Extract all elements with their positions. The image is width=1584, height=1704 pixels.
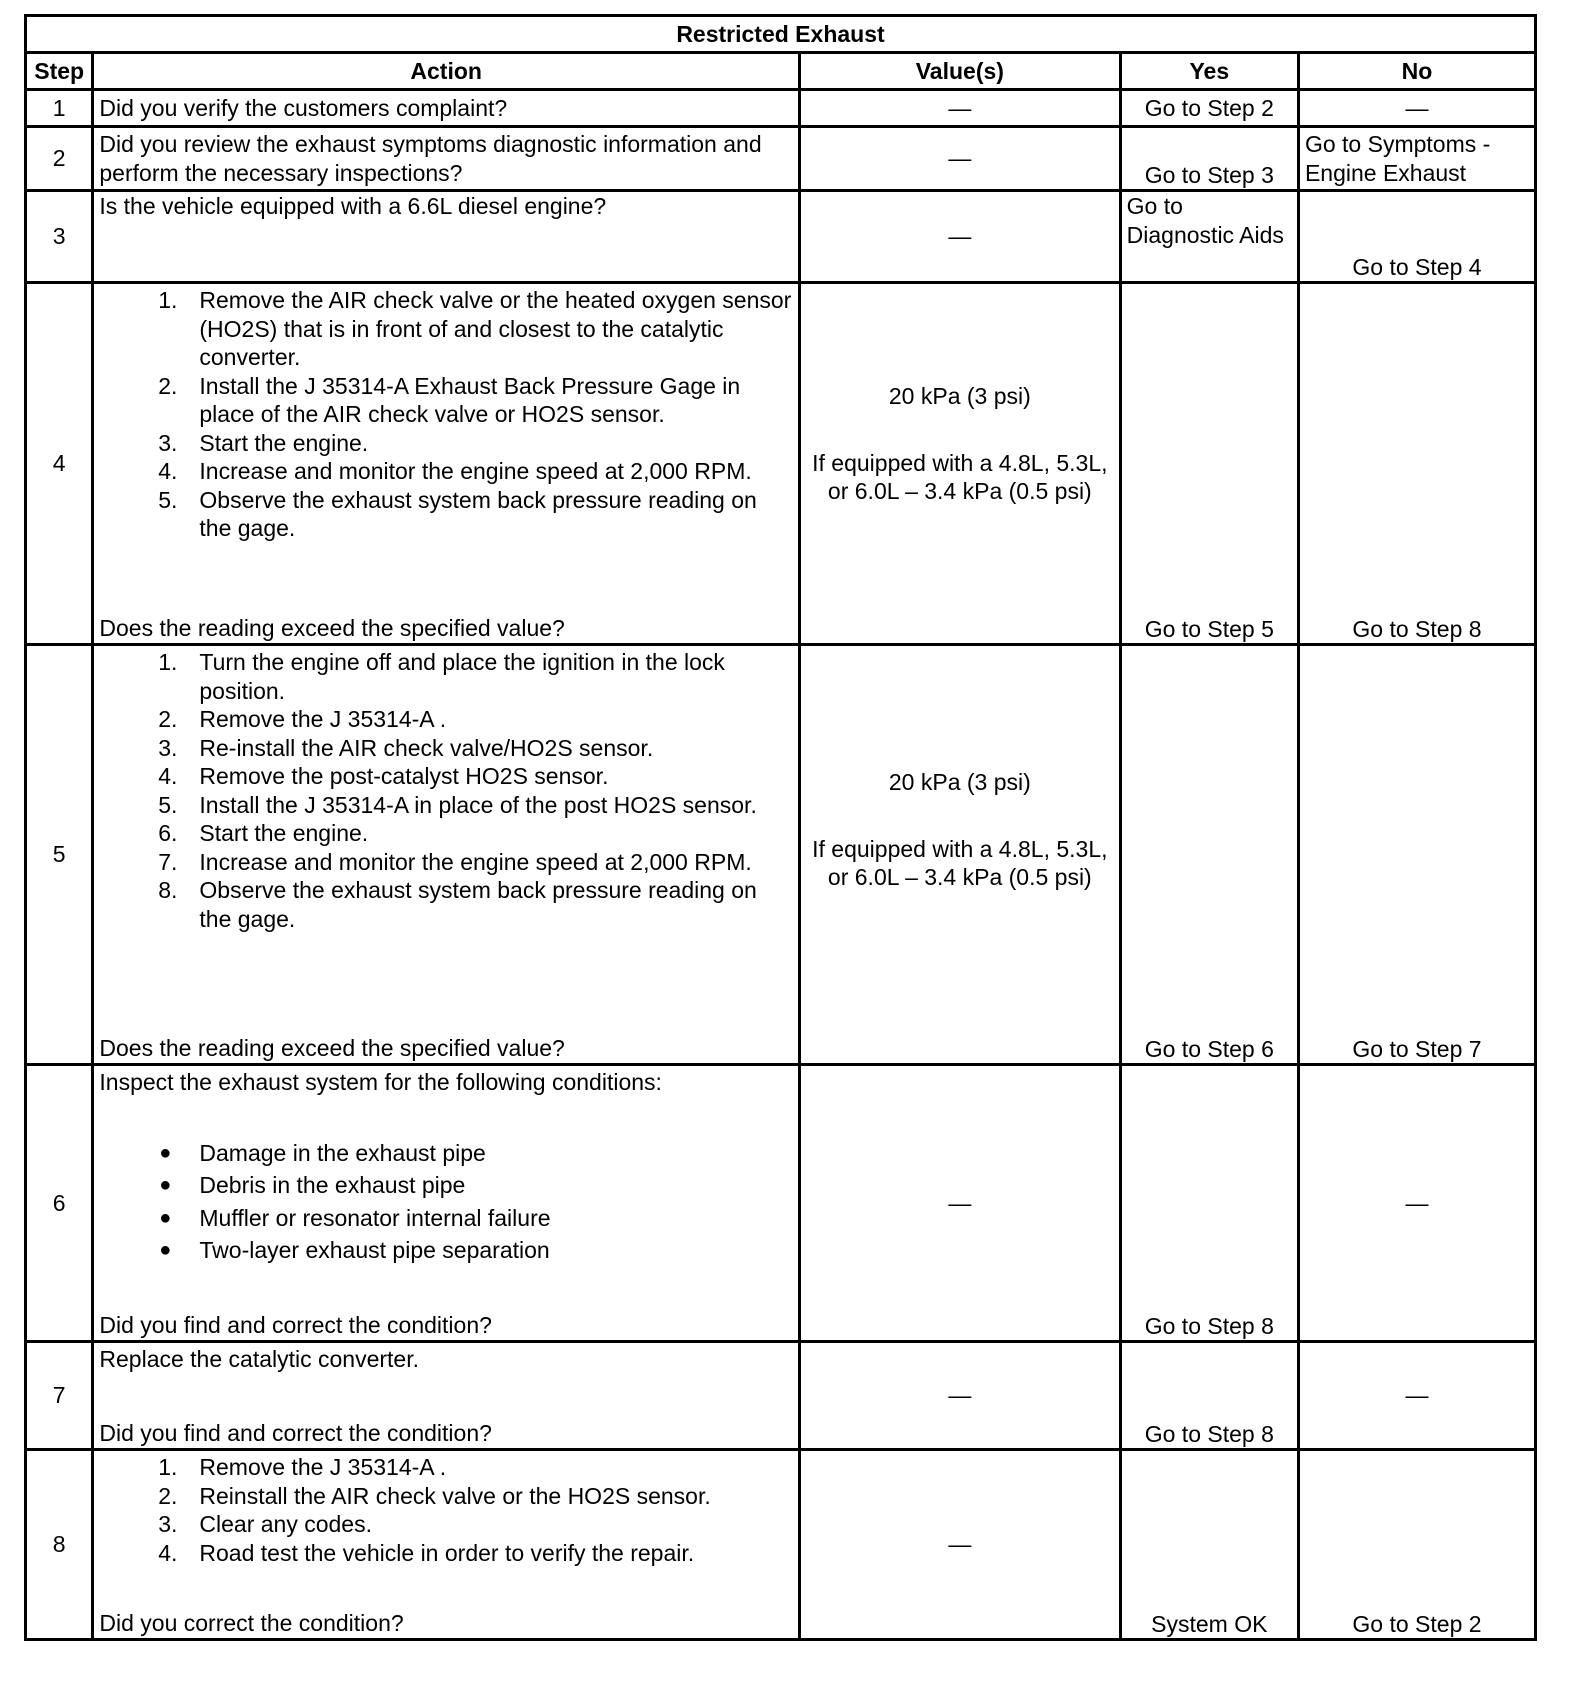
table-title-row: [26, 16, 1536, 53]
step-number: 2: [26, 127, 93, 191]
list-text: Two-layer exhaust pipe separation: [199, 1237, 550, 1263]
yes-cell: Go to Step 8: [1120, 1065, 1298, 1342]
table-title: Restricted Exhaust: [26, 16, 1536, 53]
value-note: If equipped with a 4.8L, 5.3L, or 6.0L – 3.4 kPa (0.5 psi): [812, 449, 1108, 504]
list-text: Install the J 35314-A in place of the post HO2S sensor.: [199, 791, 757, 818]
action-cell: [93, 283, 800, 645]
value-cell: [799, 283, 1120, 645]
list-item: [99, 1204, 793, 1233]
value-note: If equipped with a 4.8L, 5.3L, or 6.0L – 3.4 kPa (0.5 psi): [812, 835, 1108, 890]
list-text: Clear any codes.: [199, 1511, 372, 1537]
list-text: Observe the exhaust system back pressure reading on the gage.: [199, 877, 757, 932]
action-cell: [93, 645, 800, 1065]
list-item: [99, 1236, 793, 1265]
table-row: [26, 1065, 1536, 1342]
list-item: [99, 734, 793, 763]
action-question: Did you find and correct the condition?: [99, 1311, 492, 1338]
list-number: 4.: [158, 1539, 178, 1566]
list-item: [99, 648, 793, 705]
yes-cell: Go to Step 3: [1120, 127, 1298, 191]
list-item: [99, 1510, 793, 1539]
value-cell: —: [799, 1342, 1120, 1450]
list-text: Increase and monitor the engine speed at 2,000 RPM.: [199, 848, 752, 875]
list-text: Re-install the AIR check valve/HO2S sensor.: [199, 734, 654, 761]
list-item: [99, 1539, 793, 1568]
list-item: [99, 486, 793, 543]
action-intro: Inspect the exhaust system for the following conditions:: [99, 1069, 662, 1095]
list-text: Remove the J 35314-A .: [199, 706, 447, 732]
list-number: 5.: [158, 486, 178, 513]
table-row: [26, 1450, 1536, 1640]
action-cell: [93, 1450, 800, 1640]
no-cell: Go to Step 8: [1298, 283, 1535, 645]
header-values: Value(s): [799, 53, 1120, 90]
list-number: 3.: [158, 1511, 178, 1537]
list-text: Install the J 35314-A Exhaust Back Pressure Gage in place of the AIR check valve or HO2S sensor.: [199, 372, 741, 427]
list-text: Remove the AIR check valve or the heated oxygen sensor (HO2S) that is in front of and closest to the catalytic converter.: [199, 287, 792, 370]
value-cell: —: [799, 127, 1120, 191]
action-intro: Replace the catalytic converter.: [99, 1346, 419, 1372]
list-number: 1.: [158, 649, 178, 675]
list-item: [99, 372, 793, 429]
no-cell: Go to Step 7: [1298, 645, 1535, 1065]
list-text: Remove the J 35314-A .: [199, 1454, 447, 1480]
procedure-list: [99, 1453, 793, 1567]
action-question: Did you correct the condition?: [99, 1609, 404, 1636]
action-question: Did you find and correct the condition?: [99, 1419, 492, 1446]
list-text: Remove the post-catalyst HO2S sensor.: [199, 763, 609, 789]
action-cell: Did you review the exhaust symptoms diagnostic information and perform the necessary inspections?: [93, 127, 800, 191]
list-number: 3.: [158, 734, 178, 761]
list-text: Increase and monitor the engine speed at 2,000 RPM.: [199, 458, 752, 484]
no-cell: —: [1298, 1065, 1535, 1342]
list-number: 2.: [158, 706, 178, 732]
list-item: [99, 1453, 793, 1482]
bullet: ●: [159, 1174, 172, 1196]
value-cell: —: [799, 90, 1120, 127]
procedure-list: [99, 648, 793, 933]
value-main: 20 kPa (3 psi): [888, 769, 1031, 795]
list-number: 1.: [158, 287, 178, 313]
list-item: [99, 429, 793, 458]
list-item: [99, 848, 793, 877]
yes-cell: System OK: [1120, 1450, 1298, 1640]
no-cell: Go to Step 2: [1298, 1450, 1535, 1640]
action-question: Does the reading exceed the specified value?: [99, 614, 565, 641]
list-item: [99, 457, 793, 486]
list-text: Turn the engine off and place the ignition in the lock position.: [199, 649, 725, 704]
value-cell: [799, 645, 1120, 1065]
step-number: 5: [26, 645, 93, 1065]
step-number: 3: [26, 191, 93, 283]
no-cell: Go to Step 4: [1298, 191, 1535, 283]
list-number: 8.: [158, 877, 178, 903]
list-item: [99, 1171, 793, 1200]
yes-cell: Go to Step 6: [1120, 645, 1298, 1065]
diagnostic-table: [24, 14, 1537, 1641]
action-cell: Did you verify the customers complaint?: [93, 90, 800, 127]
step-number: 4: [26, 283, 93, 645]
yes-cell: Go to Step 2: [1120, 90, 1298, 127]
table-row: [26, 90, 1536, 127]
bullet: ●: [159, 1141, 172, 1164]
list-item: [99, 876, 793, 933]
list-item: [99, 762, 793, 791]
header-row: [26, 53, 1536, 90]
yes-cell: Go to Step 8: [1120, 1342, 1298, 1450]
list-text: Reinstall the AIR check valve or the HO2S sensor.: [199, 1482, 711, 1509]
no-cell: —: [1298, 90, 1535, 127]
value-cell: —: [799, 1450, 1120, 1640]
table-row: [26, 1342, 1536, 1450]
list-text: Damage in the exhaust pipe: [199, 1139, 486, 1166]
procedure-list: [99, 286, 793, 543]
list-text: Observe the exhaust system back pressure reading on the gage.: [199, 486, 757, 541]
no-cell: Go to Symptoms - Engine Exhaust: [1298, 127, 1535, 191]
value-main: 20 kPa (3 psi): [888, 383, 1031, 409]
list-number: 1.: [158, 1454, 178, 1480]
list-item: [99, 791, 793, 820]
list-text: Muffler or resonator internal failure: [199, 1204, 551, 1231]
list-text: Start the engine.: [199, 820, 369, 846]
bullet: ●: [159, 1206, 172, 1229]
action-cell: [93, 1342, 800, 1450]
list-number: 4.: [158, 458, 178, 484]
yes-cell: Go to Diagnostic Aids: [1120, 191, 1298, 283]
list-item: [99, 705, 793, 734]
action-question: Does the reading exceed the specified value?: [99, 1034, 565, 1061]
list-number: 6.: [158, 820, 178, 846]
list-number: 2.: [158, 1482, 178, 1509]
action-cell: Is the vehicle equipped with a 6.6L diesel engine?: [93, 191, 800, 283]
header-step: Step: [26, 53, 93, 90]
table-row: [26, 127, 1536, 191]
no-cell: —: [1298, 1342, 1535, 1450]
list-number: 4.: [158, 763, 178, 789]
table-row: [26, 283, 1536, 645]
step-number: 7: [26, 1342, 93, 1450]
step-number: 8: [26, 1450, 93, 1640]
list-number: 3.: [158, 429, 178, 456]
list-text: Road test the vehicle in order to verify the repair.: [199, 1539, 695, 1566]
list-number: 2.: [158, 372, 178, 399]
step-number: 1: [26, 90, 93, 127]
header-no: No: [1298, 53, 1535, 90]
table-row: [26, 191, 1536, 283]
table-row: [26, 645, 1536, 1065]
value-cell: —: [799, 191, 1120, 283]
list-item: [99, 1482, 793, 1511]
list-item: [99, 1139, 793, 1168]
action-cell: [93, 1065, 800, 1342]
header-yes: Yes: [1120, 53, 1298, 90]
condition-list: [99, 1139, 793, 1269]
value-cell: —: [799, 1065, 1120, 1342]
list-number: 5.: [158, 791, 178, 818]
list-item: [99, 286, 793, 372]
list-item: [99, 819, 793, 848]
step-number: 6: [26, 1065, 93, 1342]
header-action: Action: [93, 53, 800, 90]
list-text: Debris in the exhaust pipe: [199, 1172, 466, 1198]
yes-cell: Go to Step 5: [1120, 283, 1298, 645]
list-text: Start the engine.: [199, 429, 369, 456]
bullet: ●: [159, 1239, 172, 1261]
list-number: 7.: [158, 848, 178, 875]
